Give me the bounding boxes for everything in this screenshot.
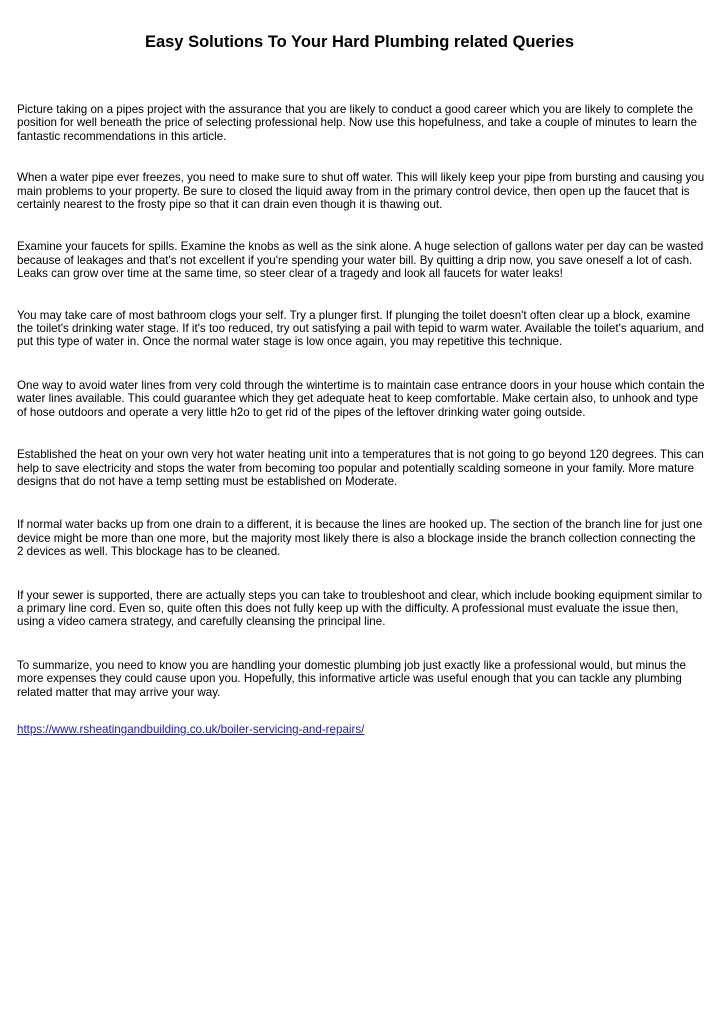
paragraph-7: If normal water backs up from one drain to a different, it is because the lines are hooked up. The section of the branch line for just one device might be more than one more, but the majority most likely there is also a blockage inside the branch collection connecting the 2 devices as well. This blockage has to be cleaned. [17,518,703,559]
paragraph-2: When a water pipe ever freezes, you need to make sure to shut off water. This will likely keep your pipe from bursting and causing you main problems to your property. Be sure to closed the liquid away from in the primary control device, then open up the faucet that is certainly nearest to the frosty pipe so that it can drain even though it is thawing out. [17,171,705,212]
paragraph-4: You may take care of most bathroom clogs your self. Try a plunger first. If plunging the toilet doesn't often clear up a block, examine the toilet's drinking water stage. If it's too reduced, try out satisfying a pail with tepid to warm water. Available the toilet's aquarium, and put this type of water in. Once the normal water stage is low once again, you may repetitive this technique. [17,308,704,349]
paragraph-1: Picture taking on a pipes project with the assurance that you are likely to conduct a good career which you are likely to complete the position for well beneath the price of selecting professional help. Now use this hopefulness, and take a couple of minutes to learn the fantastic recommendations in this article. [17,103,697,143]
paragraph-6: Established the heat on your own very hot water heating unit into a temperatures that is not going to go beyond 120 degrees. This can help to save electricity and stops the water from becoming too popular and potentially scalding someone in your family. More mature designs that do not have a temp setting must be established on Moderate. [17,448,704,488]
paragraph-8: If your sewer is supported, there are actually steps you can take to troubleshoot and clear, which include booking equipment similar to a primary line cord. Even so, quite often this does not fully keep up with the difficulty. A professional must evaluate the issue then, using a video camera strategy, and carefully cleansing the principal line. [17,588,703,629]
source-link[interactable]: https://www.rsheatingandbuilding.co.uk/boiler-servicing-and-repairs/ [17,723,365,736]
document-body [17,103,705,699]
paragraph-3: Examine your faucets for spills. Examine the knobs as well as the sink alone. A huge selection of gallons water per day can be wasted because of leakages and that's not excellent if you're spending your water bill. By quitting a drip now, you save oneself a lot of cash. Leaks can grow over time at the same time, so steer clear of a tragedy and look all faucets for water leaks! [17,240,704,281]
document-title: Easy Solutions To Your Hard Plumbing related Queries [144,33,575,51]
paragraph-5: One way to avoid water lines from very cold through the wintertime is to maintain case entrance doors in your house which contain the water lines available. This could guarantee which they get adequate heat to keep comfortable. Make certain also, to unhook and type of hose outdoors and operate a very little h2o to get rid of the pipes of the leftover drinking water going outside. [17,378,705,419]
paragraph-9: To summarize, you need to know you are handling your domestic plumbing job just exactly like a professional would, but minus the more expenses they could cause upon you. Hopefully, this informative article was useful enough that you can tackle any plumbing related matter that may arrive your way. [17,658,686,699]
